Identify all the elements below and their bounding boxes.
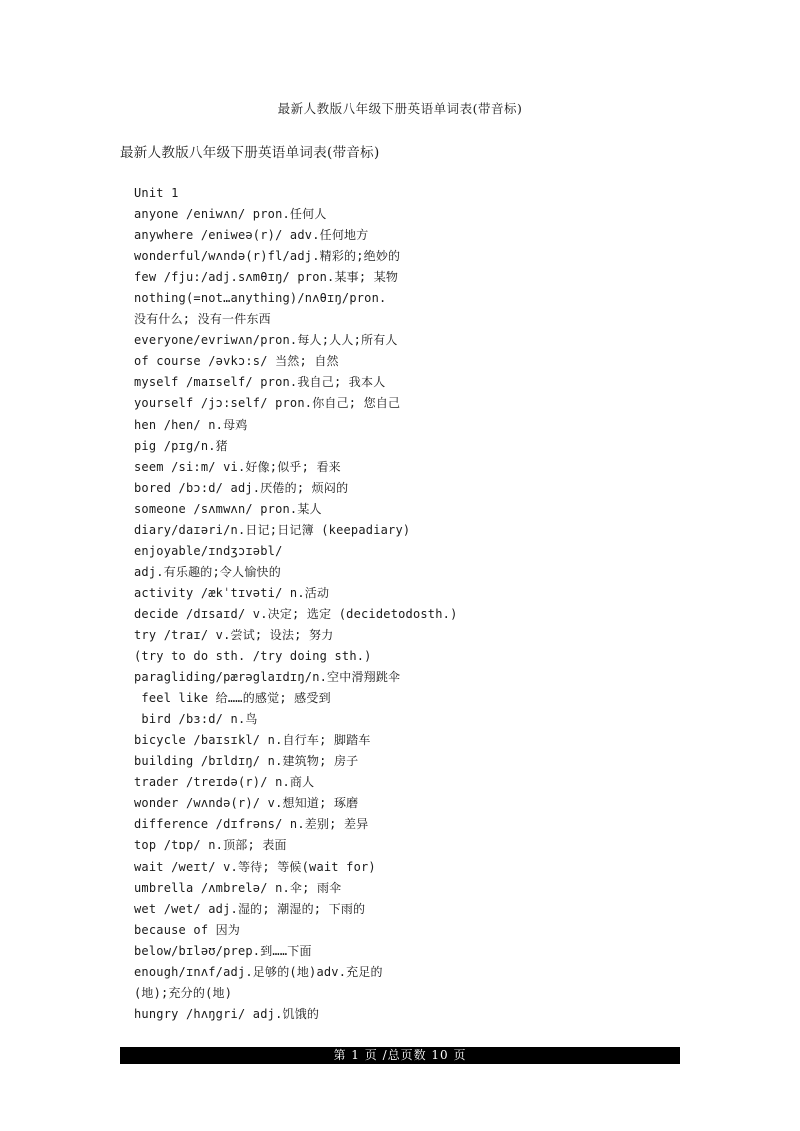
- vocabulary-line: wet /wet/ adj.湿的; 潮湿的; 下雨的: [134, 901, 366, 916]
- vocabulary-line: 没有什么; 没有一件东西: [134, 312, 271, 327]
- vocabulary-line: decide /dɪsaɪd/ v.决定; 选定 (decidetodosth.): [134, 606, 458, 621]
- vocabulary-line: bicycle /baɪsɪkl/ n.自行车; 脚踏车: [134, 733, 371, 748]
- vocabulary-line: wait /weɪt/ v.等待; 等候(wait for): [134, 859, 376, 874]
- vocabulary-line: hungry /hʌŋgri/ adj.饥饿的: [134, 1006, 320, 1021]
- vocabulary-line: feel like 给……的感觉; 感受到: [134, 691, 331, 706]
- vocabulary-line: wonder /wʌndə(r)/ v.想知道; 琢磨: [134, 796, 359, 811]
- vocabulary-line: because of 因为: [134, 922, 241, 937]
- vocabulary-line: bird /bɜ:d/ n.鸟: [134, 712, 258, 727]
- vocabulary-line: below/bɪləʊ/prep.到……下面: [134, 943, 312, 958]
- vocabulary-line: enjoyable/ɪndʒɔɪəbl/: [134, 543, 283, 558]
- vocabulary-line: activity /ækˈtɪvəti/ n.活动: [134, 585, 330, 600]
- vocabulary-line: trader /treɪdə(r)/ n.商人: [134, 775, 315, 790]
- vocabulary-line: Unit 1: [134, 186, 179, 200]
- vocabulary-line: seem /si:m/ vi.好像;似乎; 看来: [134, 459, 341, 474]
- vocabulary-line: try /traɪ/ v.尝试; 设法; 努力: [134, 627, 334, 642]
- vocabulary-line: difference /dɪfrəns/ n.差别; 差异: [134, 817, 369, 832]
- vocabulary-line: pig /pɪg/n.猪: [134, 438, 228, 453]
- page-number-label: 第 1 页 /总页数 10 页: [333, 1048, 467, 1062]
- vocabulary-line: anywhere /eniweə(r)/ adv.任何地方: [134, 228, 369, 243]
- vocabulary-line: anyone /eniwʌn/ pron.任何人: [134, 207, 327, 222]
- vocabulary-line: of course /əvkɔ:s/ 当然; 自然: [134, 354, 339, 369]
- vocabulary-line: enough/ɪnʌf/adj.足够的(地)adv.充足的: [134, 964, 383, 979]
- vocabulary-line: hen /hen/ n.母鸡: [134, 417, 248, 432]
- vocabulary-line: building /bɪldɪŋ/ n.建筑物; 房子: [134, 754, 359, 769]
- vocabulary-line: nothing(=not…anything)/nʌθɪŋ/pron.: [134, 291, 387, 306]
- vocabulary-line: someone /sʌmwʌn/ pron.某人: [134, 501, 322, 516]
- vocabulary-line: bored /bɔ:d/ adj.厌倦的; 烦闷的: [134, 480, 349, 495]
- vocabulary-line: everyone/evriwʌn/pron.每人;人人;所有人: [134, 333, 398, 348]
- vocabulary-line: myself /maɪself/ pron.我自己; 我本人: [134, 375, 386, 390]
- vocabulary-line: (地);充分的(地): [134, 985, 233, 1000]
- vocabulary-line: (try to do sth. /try doing sth.): [134, 649, 372, 664]
- vocabulary-line: diary/daɪəri/n.日记;日记簿 (keepadiary): [134, 522, 411, 537]
- vocabulary-line: yourself /jɔ:self/ pron.你自己; 您自己: [134, 396, 401, 411]
- page-header-title: 最新人教版八年级下册英语单词表(带音标): [277, 101, 523, 116]
- vocabulary-line: adj.有乐趣的;令人愉快的: [134, 564, 281, 579]
- vocabulary-line: wonderful/wʌndə(r)fl/adj.精彩的;绝妙的: [134, 249, 401, 264]
- page-footer: [120, 1047, 680, 1064]
- vocabulary-list: [134, 183, 458, 1025]
- document-title: 最新人教版八年级下册英语单词表(带音标): [120, 145, 380, 161]
- vocabulary-line: umbrella /ʌmbrelə/ n.伞; 雨伞: [134, 880, 342, 895]
- vocabulary-line: paragliding/pærəglaɪdɪŋ/n.空中滑翔跳伞: [134, 670, 401, 685]
- vocabulary-line: top /tɒp/ n.顶部; 表面: [134, 838, 287, 853]
- vocabulary-line: few /fju:/adj.sʌmθɪŋ/ pron.某事; 某物: [134, 270, 399, 285]
